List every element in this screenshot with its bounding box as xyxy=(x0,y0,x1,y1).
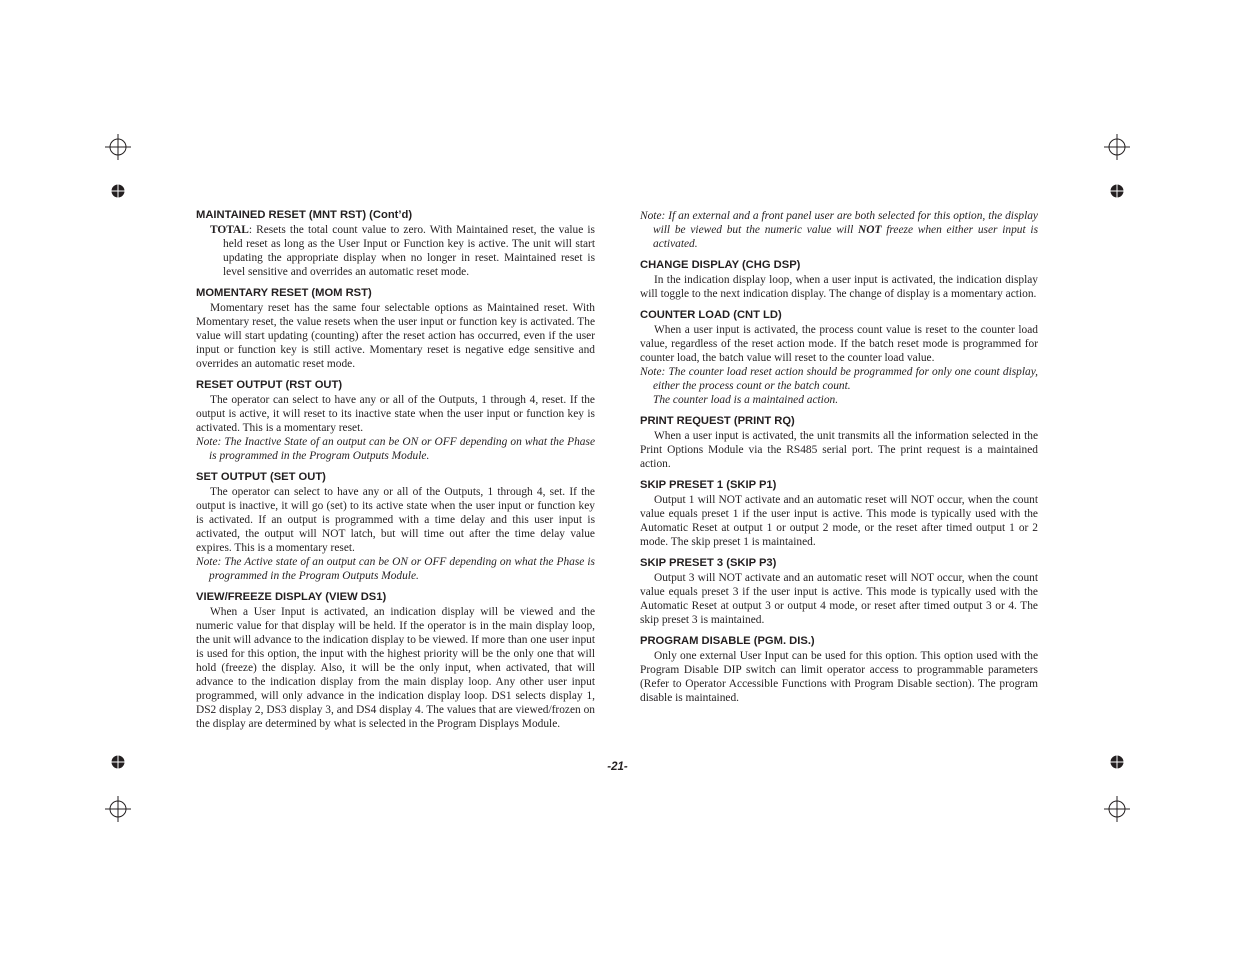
section-heading-skip-preset-1: SKIP PRESET 1 (SKIP P1) xyxy=(640,479,777,491)
view-freeze-note xyxy=(640,209,1038,251)
change-display-paragraph: In the indication display loop, when a user input is activated, the indication display will toggle to the next indication display. The change of display is a momentary action. xyxy=(640,274,1038,300)
reset-output-note: Note: The Inactive State of an output can be ON or OFF depending on what the Phase is programmed in the Program Outputs Module. xyxy=(196,436,595,462)
registration-crosshair-icon xyxy=(105,134,131,160)
registration-crosshair-icon xyxy=(1104,134,1130,160)
registration-crosshair-icon xyxy=(105,796,131,822)
set-output-paragraph: The operator can select to have any or all of the Outputs, 1 through 4, set. If the output is inactive, it will go (set) to its active state when the user input or function key is activated. If an output is programmed with a time delay and this user input is activated, the output will NOT latch, but will time out after the time delay value expires. This is a momentary reset. xyxy=(196,486,595,554)
skip-preset-1-paragraph: Output 1 will NOT activate and an automatic reset will NOT occur, when the count value equals preset 1 if the user input is active. This mode is typically used with the Automatic Reset at output 1 or output 2 mode, or the reset after timed output 1 or 2 mode. The skip preset 1 is maintained. xyxy=(640,494,1038,548)
registration-crosshair-icon xyxy=(1104,796,1130,822)
skip-preset-3-paragraph: Output 3 will NOT activate and an automatic reset will NOT occur, when the count value equals preset 3 if the user input is active. This mode is typically used with the Automatic Reset at output 3 or output 4 mode, or reset after timed output 3 or 4. The skip preset 3 is maintained. xyxy=(640,572,1038,626)
view-freeze-note-emphasis: NOT xyxy=(858,224,882,236)
momentary-reset-paragraph: Momentary reset has the same four selectable options as Maintained reset. With Momentary reset, the value resets when the user input or function key is activated. The value will start updating (counting) after the reset action has occurred, even if the user input or function key is still active. Momentary reset is negative edge sensitive and overrides an automatic reset mode. xyxy=(196,302,595,370)
section-heading-set-output: SET OUTPUT (SET OUT) xyxy=(196,471,326,483)
section-heading-program-disable: PROGRAM DISABLE (PGM. DIS.) xyxy=(640,635,815,647)
registration-dot-icon xyxy=(111,184,125,198)
left-column xyxy=(196,209,595,731)
total-label: TOTAL xyxy=(210,224,249,236)
section-heading-momentary-reset: MOMENTARY RESET (MOM RST) xyxy=(196,287,372,299)
right-column xyxy=(640,209,1038,705)
counter-load-note-continued: The counter load is a maintained action. xyxy=(653,394,839,406)
view-freeze-note-start: Note: If an external and a front panel user are both selected for this option, the display will be viewed but the numeric value will xyxy=(640,210,1038,236)
section-heading-view-freeze-display: VIEW/FREEZE DISPLAY (VIEW DS1) xyxy=(196,591,387,603)
reset-output-paragraph: The operator can select to have any or all of the Outputs, 1 through 4, reset. If the output is active, it will reset to its inactive state when the user input or function key is activated. This is a momentary reset. xyxy=(196,394,595,434)
counter-load-note: Note: The counter load reset action should be programmed for only one count display, either the process count or the batch count. xyxy=(640,366,1038,392)
section-heading-counter-load: COUNTER LOAD (CNT LD) xyxy=(640,309,782,321)
program-disable-paragraph: Only one external User Input can be used for this option. This option used with the Program Disable DIP switch can limit operator access to programmable parameters (Refer to Operator Accessible Functions with Program Disable section). The program disable is maintained. xyxy=(640,650,1038,704)
registration-dot-icon xyxy=(1110,184,1124,198)
print-request-paragraph: When a user input is activated, the unit transmits all the information selected in the Print Options Module via the RS485 serial port. The print request is a maintained action. xyxy=(640,430,1038,470)
view-freeze-paragraph: When a User Input is activated, an indication display will be viewed and the numeric value for that display will be held. If the operator is in the main display loop, the unit will advance to the indication display to be viewed. If more than one user input is used for this option, the input with the highest priority will be the only one that will hold (freeze) the display. Also, it will be the only input, when activated, that will advance to the indication display from the main display loop. Any other user input programmed, will only advance in the indication display loop. DS1 selects display 1, DS2 display 2, DS3 display 3, and DS4 display 4. The values that are viewed/frozen on the display are determined by what is selected in the Program Displays Module. xyxy=(196,606,595,730)
section-heading-print-request: PRINT REQUEST (PRINT RQ) xyxy=(640,415,795,427)
total-description: : Resets the total count value to zero. With Maintained reset, the value is held reset as long as the User Input or Function key is active. The unit will start updating the appropriate display when no longer in reset. Maintained reset is level sensitive and overrides an automatic reset mode. xyxy=(223,224,595,278)
counter-load-paragraph: When a user input is activated, the process count value is reset to the counter load value, regardless of the reset action mode. If the batch reset mode is programmed for counter load, the batch value will reset to the counter load value. xyxy=(640,324,1038,364)
section-heading-change-display: CHANGE DISPLAY (CHG DSP) xyxy=(640,259,801,271)
page-number: -21- xyxy=(607,761,628,773)
total-option-text xyxy=(196,223,595,279)
section-heading-reset-output: RESET OUTPUT (RST OUT) xyxy=(196,379,343,391)
section-heading-maintained-reset: MAINTAINED RESET (MNT RST) (Cont’d) xyxy=(196,209,413,221)
view-freeze-note-end: freeze when either user input is activated. xyxy=(653,224,1038,250)
section-heading-skip-preset-3: SKIP PRESET 3 (SKIP P3) xyxy=(640,557,777,569)
set-output-note: Note: The Active state of an output can be ON or OFF depending on what the Phase is programmed in the Program Outputs Module. xyxy=(196,556,595,582)
